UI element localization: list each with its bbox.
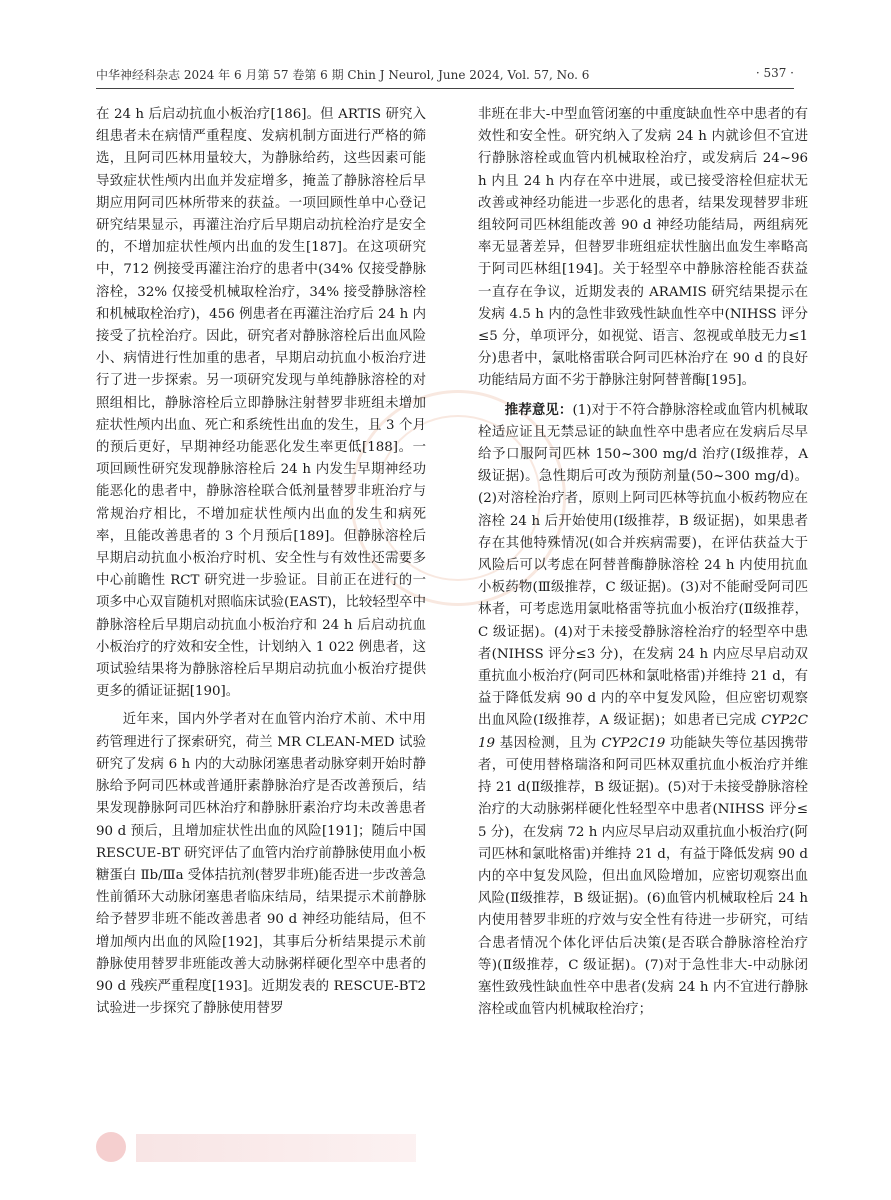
running-header <box>96 64 794 86</box>
recommendation-label: 推荐意见： <box>504 401 573 418</box>
publisher-logo-text <box>136 1134 416 1162</box>
recommendation-text: 基因检测，且为 <box>495 735 602 751</box>
paragraph: 非班在非大-中型血管闭塞的中重度缺血性卒中患者的有效性和安全性。研究纳入了发病 24 h 内就诊但不宜进行静脉溶栓或血管内机械取栓治疗，或发病后 24~96 h 内且 24 h 内存在卒中进展，或已接受溶栓但症状无改善或神经功能进一步恶化的患者，结果发现替罗非班组较阿司匹林组能改善 90 d 神经功能结局，两组病死率无显著差异，但替罗非班组症状性脑出血发生率略高于阿司匹林组[194]。关于轻型卒中静脉溶栓能否获益一直存在争议，近期发表的 ARAMIS 研究结果提示在发病 4.5 h 内的急性非致残性缺血性卒中(NIHSS 评分≤5 分，单项评分，如视觉、语言、忽视或单肢无力≤1 分)患者中，氯吡格雷联合阿司匹林治疗在 90 d 的良好功能结局方面不劣于静脉注射阿替普酶[195]。 <box>478 107 808 389</box>
journal-citation: 中华神经科杂志 2024 年 6 月第 57 卷第 6 期 Chin J Neurol, June 2024, Vol. 57, No. 6 <box>96 68 590 82</box>
gene-name: CYP2C19 <box>478 713 808 751</box>
recommendation-paragraph <box>478 399 808 1022</box>
paragraph: 近年来，国内外学者对在血管内治疗术前、术中用药管理进行了探索研究，荷兰 MR CLEAN-MED 试验研究了发病 6 h 内的大动脉闭塞患者动脉穿刺开始时静脉给予阿司匹林或普通肝素静脉治疗是否改善预后，结果发现静脉阿司匹林治疗和静脉肝素治疗均未改善患者 90 d 预后，且增加症状性出血的风险[191]；随后中国 RESCUE-BT 研究评估了血管内治疗前静脉使用血小板糖蛋白 Ⅱb/Ⅲa 受体拮抗剂(替罗非班)能否进一步改善急性前循环大动脉闭塞患者临床结局，结果提示术前静脉给予替罗非班不能改善患者 90 d 神经功能结局，但不增加颅内出血的风险[192]，其事后分析结果提示术前静脉使用替罗非班能改善大动脉粥样硬化型卒中患者的 90 d 残疾严重程度[193]。近期发表的 RESCUE-BT2 试验进一步探究了静脉使用替罗 <box>96 712 426 1017</box>
recommendation-text: 功能缺失等位基因携带者，可使用替格瑞洛和阿司匹林双重抗血小板治疗并维持 21 d(Ⅱ级推荐，B 级证据)。(5)对于未接受静脉溶栓治疗的大动脉粥样硬化性轻型卒中患者(NIHSS 评分≤5 分)，在发病 72 h 内应尽早启动双重抗血小板治疗(阿司匹林和氯吡格雷)并维持 21 d，有益于降低发病 90 d 内的卒中复发风险，但出血风险增加，应密切观察出血风险(Ⅱ级推荐，B 级证据)。(6)血管内机械取栓后 24 h 内使用替罗非班的疗效与安全性有待进一步研究，可结合患者情况个体化评估后决策(是否联合静脉溶栓治疗等)(Ⅱ级推荐，C 级证据)。(7)对于急性非大-中动脉闭塞性致残性缺血性卒中患者(发病 24 h 内不宜进行静脉溶栓或血管内机械取栓治疗； <box>478 735 808 1018</box>
header-rule <box>96 88 794 89</box>
publisher-seal-icon <box>96 1132 126 1162</box>
paragraph: 在 24 h 后启动抗血小板治疗[186]。但 ARTIS 研究入组患者未在病情严重程度、发病机制方面进行严格的筛选，且阿司匹林用量较大，为静脉给药，这些因素可能导致症状性颅内出血并发症增多，掩盖了静脉溶栓后早期应用阿司匹林所带来的获益。一项回顾性单中心登记研究结果显示，再灌注治疗后早期启动抗栓治疗是安全的，不增加症状性颅内出血的发生[187]。在这项研究中，712 例接受再灌注治疗的患者中(34% 仅接受静脉溶栓，32% 仅接受机械取栓治疗，34% 接受静脉溶栓和机械取栓治疗)，456 例患者在再灌注治疗后 24 h 内接受了抗栓治疗。因此，研究者对静脉溶栓后出血风险小、病情进行性加重的患者，早期启动抗血小板治疗进行了进一步探索。另一项研究发现与单纯静脉溶栓的对照组相比，静脉溶栓后立即静脉注射替罗非班组未增加症状性颅内出血、死亡和系统性出血的发生，且 3 个月的预后更好，早期神经功能恶化发生率更低[188]。一项回顾性研究发现静脉溶栓后 24 h 内发生早期神经功能恶化的患者中，静脉溶栓联合低剂量替罗非班治疗与常规治疗相比，不增加症状性颅内出血的发生和病死率，且能改善患者的 3 个月预后[189]。但静脉溶栓后早期启动抗血小板治疗时机、安全性与有效性还需要多中心前瞻性 RCT 研究进一步验证。目前正在进行的一项多中心双盲随机对照临床试验(EAST)，比较轻型卒中静脉溶栓后早期启动抗血小板治疗和 24 h 后启动抗血小板治疗的疗效和安全性，计划纳入 1 022 例患者，这项试验结果将为静脉溶栓后早期启动抗血小板治疗提供更多的循证证据[190]。 <box>96 107 426 700</box>
recommendation-text: (1)对于不符合静脉溶栓或血管内机械取栓适应证且无禁忌证的缺血性卒中患者应在发病后尽早给予口服阿司匹林 150~300 mg/d 治疗(Ⅰ级推荐，A 级证据)。急性期后可改为预防剂量(50~300 mg/d)。(2)对溶栓治疗者，原则上阿司匹林等抗血小板药物应在溶栓 24 h 后开始使用(Ⅰ级推荐，B 级证据)，如果患者存在其他特殊情况(如合并疾病需要)，在评估获益大于风险后可以考虑在阿替普酶静脉溶栓 24 h 内使用抗血小板药物(Ⅲ级推荐，C 级证据)。(3)对不能耐受阿司匹林者，可考虑选用氯吡格雷等抗血小板治疗(Ⅱ级推荐，C 级证据)。(4)对于未接受静脉溶栓治疗的轻型卒中患者(NIHSS 评分≤3 分)，在发病 24 h 内应尽早启动双重抗血小板治疗(阿司匹林和氯吡格雷)并维持 21 d，有益于降低发病 90 d 内的卒中复发风险，但应密切观察出血风险(Ⅰ级推荐，A 级证据)；如患者已完成 <box>478 402 809 729</box>
gene-name: CYP2C19 <box>601 735 666 751</box>
page-number: · 537 · <box>755 66 794 80</box>
left-column <box>96 104 426 1020</box>
right-column <box>478 104 808 1021</box>
publisher-logo <box>96 1130 426 1166</box>
